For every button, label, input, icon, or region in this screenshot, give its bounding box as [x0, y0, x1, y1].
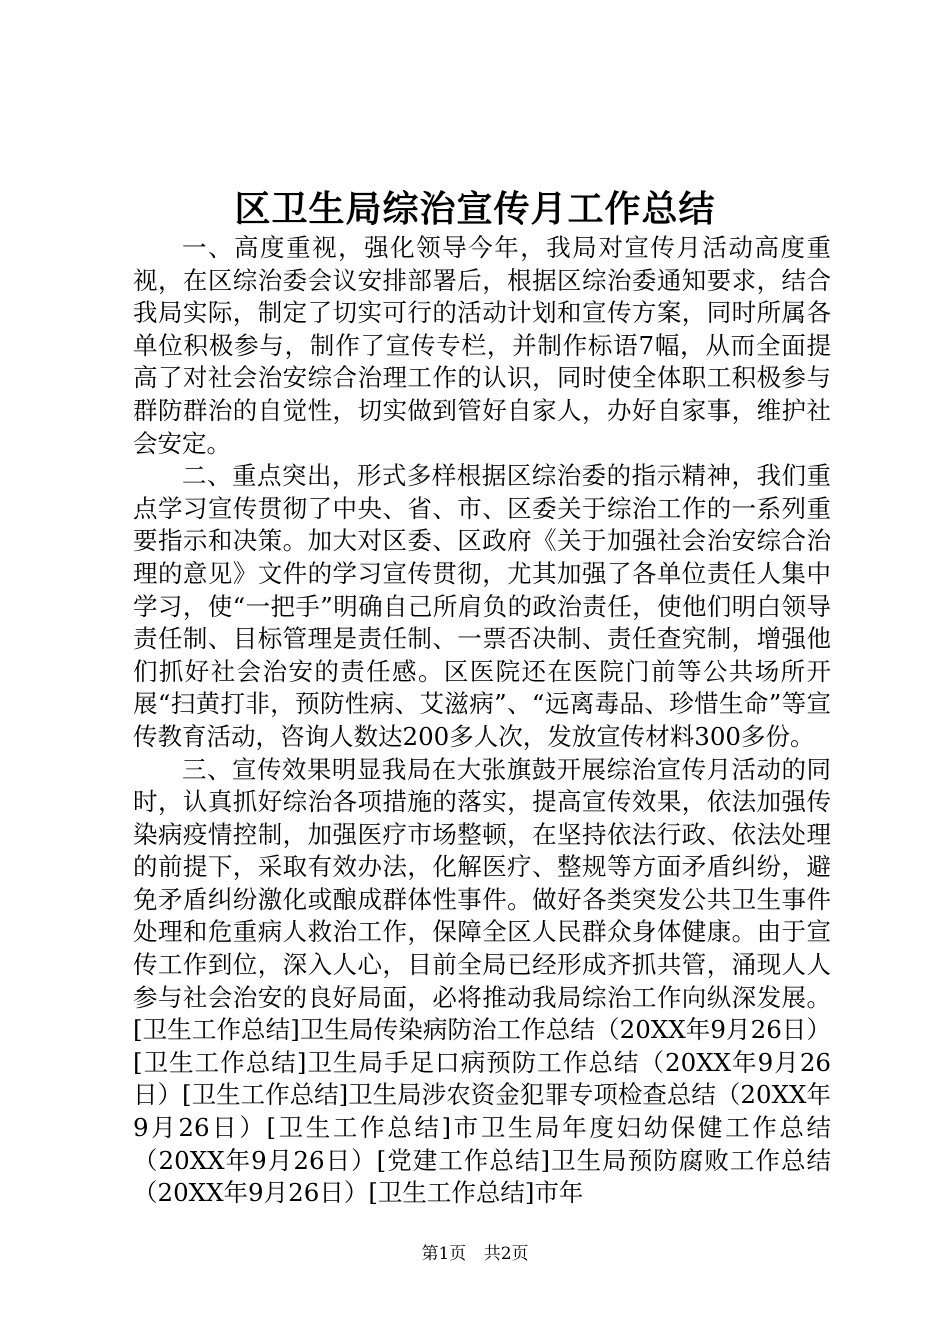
paragraph-1: 一、高度重视，强化领导今年，我局对宣传月活动高度重视，在区综治委会议安排部署后，根据区综治委通知要求，结合我局实际，制定了切实可行的活动计划和宣传方案，同时所属各单位积极参与，制作了宣传专栏，并制作标语7幅，从而全面提高了对社会治安综合治理工作的认识，同时使全体职工积极参与群防群治的自觉性，切实做到管好自家人，办好自家事，维护社会安定。	[133, 233, 831, 458]
page-footer	[0, 1242, 950, 1266]
page-total: 共2页	[483, 1244, 529, 1264]
page-number: 第1页	[421, 1244, 467, 1264]
document-body	[133, 232, 831, 1210]
paragraph-2: 二、重点突出，形式多样根据区综治委的指示精神，我们重点学习宣传贯彻了中央、省、市、区委关于综治工作的一系列重要指示和决策。加大对区委、区政府《关于加强社会治安综合治理的意见》文件的学习宣传贯彻，尤其加强了各单位责任人集中学习，使“一把手”明确自己所肩负的政治责任，使他们明白领导责任制、目标管理是责任制、一票否决制、责任查究制，增强他们抓好社会治安的责任感。区医院还在医院门前等公共场所开展“扫黄打非，预防性病、艾滋病”、“远离毒品、珍惜生命”等宣传教育活动，咨询人数达200多人次，发放宣传材料300多份。	[133, 461, 831, 751]
document-title: 区卫生局综治宣传月工作总结	[234, 188, 716, 230]
paragraph-3: 三、宣传效果明显我局在大张旗鼓开展综治宣传月活动的同时，认真抓好综治各项措施的落实，提高宣传效果，依法加强传染病疫情控制，加强医疗市场整顿，在坚持依法行政、依法处理的前提下，采取有效办法，化解医疗、整规等方面矛盾纠纷，避免矛盾纠纷激化或酿成群体性事件。做好各类突发公共卫生事件处理和危重病人救治工作，保障全区人民群众身体健康。由于宣传工作到位，深入人心，目前全局已经形成齐抓共管，涌现人人参与社会治安的良好局面，必将推动我局综治工作向纵深发展。[卫生工作总结]卫生局传染病防治工作总结（20XX年9月26日）[卫生工作总结]卫生局手足口病预防工作总结（20XX年9月26日）[卫生工作总结]卫生局涉农资金犯罪专项检查总结（20XX年9月26日）[卫生工作总结]市卫生局年度妇幼保健工作总结（20XX年9月26日）[党建工作总结]卫生局预防腐败工作总结（20XX年9月26日）[卫生工作总结]市年	[133, 754, 831, 1208]
